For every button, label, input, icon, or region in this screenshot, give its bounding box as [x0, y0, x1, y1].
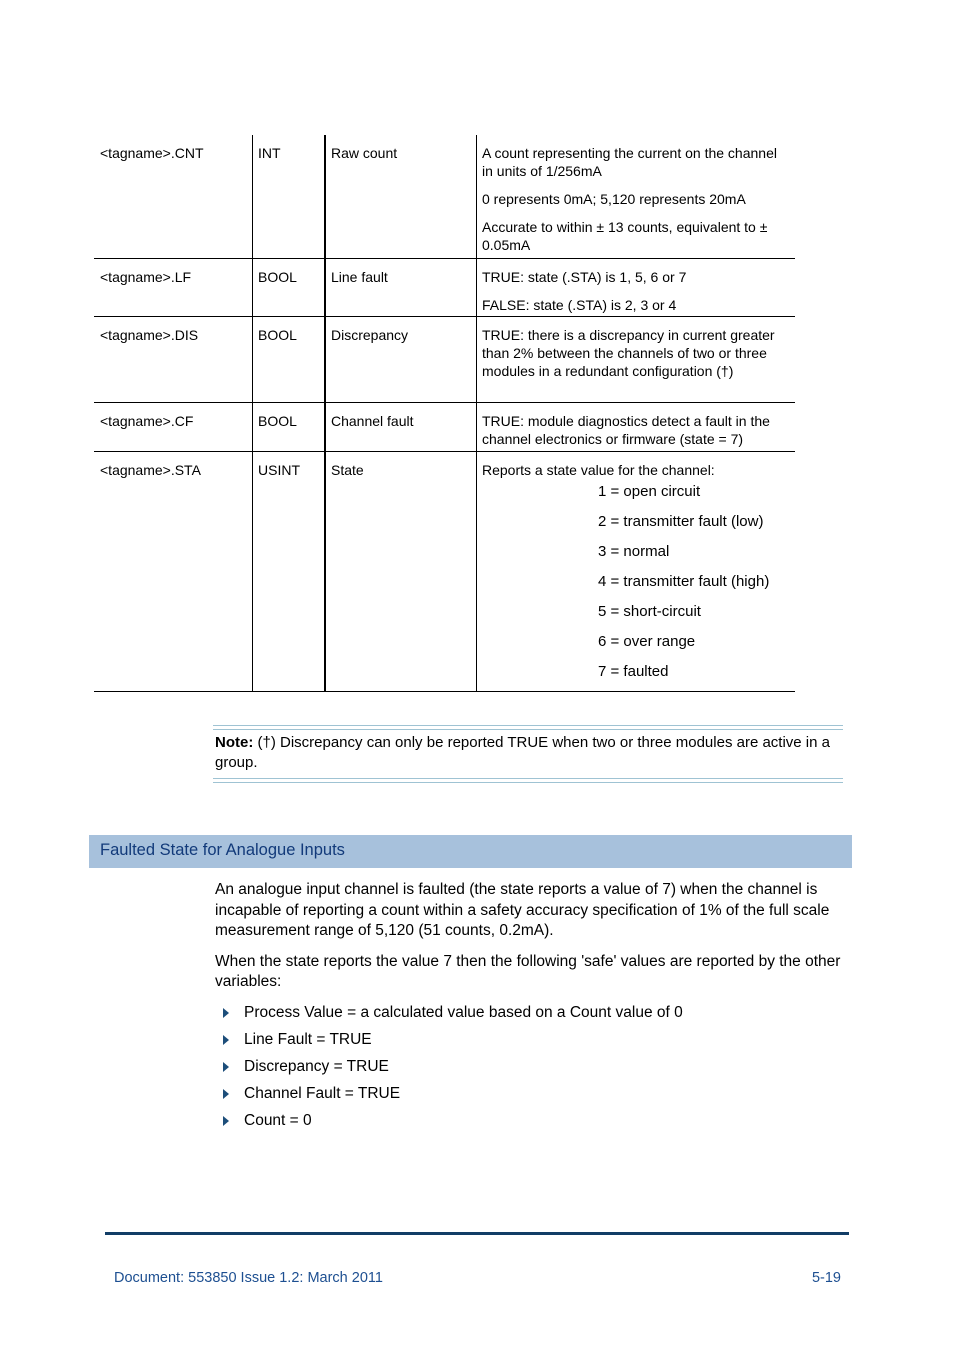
- state-item: 5 = short-circuit: [598, 603, 701, 620]
- description-cell: TRUE: there is a discrepancy in current greater than 2% between the channels of two or three modules in a redundant configuration (†): [482, 327, 775, 379]
- description-cell: Accurate to within ± 13 counts, equivalent to ± 0.05mA: [482, 219, 768, 253]
- table-row: [94, 452, 795, 692]
- footer-document: Document: 553850 Issue 1.2: March 2011: [114, 1270, 383, 1286]
- bullet-triangle-icon: [223, 1008, 229, 1018]
- state-item: 1 = open circuit: [598, 483, 701, 500]
- bullet-triangle-icon: [223, 1062, 229, 1072]
- type-cell: INT: [258, 145, 281, 161]
- list-item: [215, 1057, 841, 1084]
- description-cell: TRUE: state (.STA) is 1, 5, 6 or 7: [482, 269, 687, 285]
- type-cell: USINT: [258, 462, 300, 478]
- description-cell: FALSE: state (.STA) is 2, 3 or 4: [482, 297, 677, 313]
- list-item: [215, 1111, 841, 1138]
- tag-cell: <tagname>.STA: [100, 462, 201, 478]
- bullet-triangle-icon: [223, 1035, 229, 1045]
- bullet-list: [215, 1003, 841, 1138]
- paragraph: When the state reports the value 7 then the following 'safe' values are reported by the other variables:: [215, 952, 841, 990]
- table-row: [94, 135, 795, 259]
- note-body: (†) Discrepancy can only be reported TRUE when two or three modules are active in a group.: [215, 734, 830, 771]
- list-item-text: Line Fault = TRUE: [244, 1030, 372, 1048]
- list-item-text: Count = 0: [244, 1111, 312, 1129]
- name-cell: Discrepancy: [331, 327, 409, 343]
- state-item: 6 = over range: [598, 633, 696, 650]
- name-cell: Raw count: [331, 145, 398, 161]
- list-item-text: Discrepancy = TRUE: [244, 1057, 389, 1075]
- tag-cell: <tagname>.DIS: [100, 327, 199, 343]
- bullet-triangle-icon: [223, 1089, 229, 1099]
- table-row: [94, 317, 795, 403]
- tag-cell: <tagname>.CNT: [100, 145, 204, 161]
- note-top-rule: [213, 725, 843, 730]
- section-heading-text: Faulted State for Analogue Inputs: [100, 841, 345, 859]
- state-item: 7 = faulted: [598, 663, 669, 680]
- section-heading: [89, 835, 852, 868]
- state-item: 4 = transmitter fault (high): [598, 573, 770, 590]
- page-number: 5-19: [811, 1270, 841, 1286]
- note-bottom-rule: [213, 778, 843, 783]
- description-cell: Reports a state value for the channel:: [482, 462, 715, 478]
- footer-rule: [105, 1232, 849, 1235]
- state-item: 3 = normal: [598, 543, 670, 560]
- paragraph: An analogue input channel is faulted (the state reports a value of 7) when the channel is incapable of reporting a count within a safety accuracy specification of 1% of the full scale measurement range of 5,120 (51 counts, 0.2mA).: [215, 881, 830, 939]
- note-box: [213, 725, 843, 783]
- table-row: [94, 403, 795, 452]
- name-cell: Line fault: [331, 269, 388, 285]
- description-cell: 0 represents 0mA; 5,120 represents 20mA: [482, 191, 746, 207]
- section-body: [215, 880, 841, 1138]
- description-cell: TRUE: module diagnostics detect a fault in the channel electronics or firmware (state = 7): [482, 413, 770, 447]
- tag-cell: <tagname>.CF: [100, 413, 194, 429]
- note-label: Note:: [215, 734, 254, 751]
- tag-cell: <tagname>.LF: [100, 269, 192, 285]
- list-item: [215, 1003, 841, 1030]
- list-item-text: Channel Fault = TRUE: [244, 1084, 401, 1102]
- list-item: [215, 1030, 841, 1057]
- state-list: [482, 482, 789, 692]
- state-item: 2 = transmitter fault (low): [598, 513, 764, 530]
- table-row: [94, 259, 795, 317]
- type-cell: BOOL: [258, 413, 297, 429]
- list-item: [215, 1084, 841, 1111]
- variables-table: [94, 135, 795, 692]
- list-item-text: Process Value = a calculated value based on a Count value of 0: [244, 1003, 683, 1021]
- name-cell: Channel fault: [331, 413, 414, 429]
- type-cell: BOOL: [258, 327, 297, 343]
- bullet-triangle-icon: [223, 1116, 229, 1126]
- description-cell: A count representing the current on the channel in units of 1/256mA: [482, 145, 777, 179]
- name-cell: State: [331, 462, 364, 478]
- type-cell: BOOL: [258, 269, 297, 285]
- note-text: [215, 733, 839, 773]
